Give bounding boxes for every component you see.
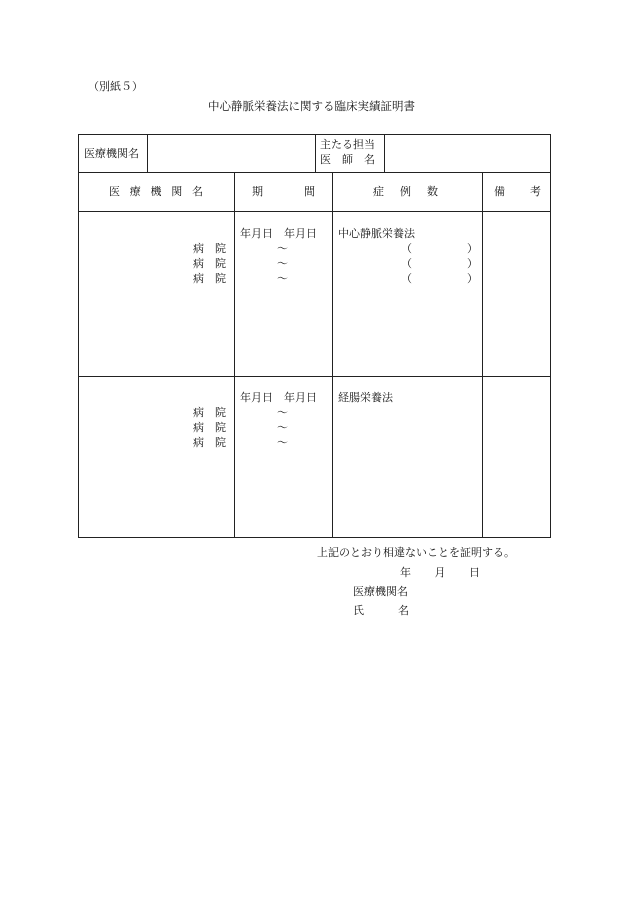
column-header-remarks: 備 考: [494, 185, 541, 198]
hospital-label: 病 院: [193, 421, 226, 434]
hospital-label: 病 院: [193, 436, 226, 449]
hospital-label: 病 院: [193, 257, 226, 270]
period-tilde: 〜: [277, 257, 288, 270]
period-tilde: 〜: [277, 421, 288, 434]
case-count-parens: （ ）: [401, 272, 478, 285]
period-tilde: 〜: [277, 242, 288, 255]
hospital-label: 病 院: [193, 406, 226, 419]
case-count-parens: （ ）: [401, 257, 478, 270]
footer-institution-label: 医療機関名: [353, 585, 408, 598]
column-header-period: 期 間: [252, 185, 315, 198]
period-tilde: 〜: [277, 436, 288, 449]
period-date-header: 年月日 年月日: [240, 391, 317, 404]
period-tilde: 〜: [277, 272, 288, 285]
hospital-label: 病 院: [193, 272, 226, 285]
column-header-cases: 症 例 数: [373, 185, 438, 198]
doctor-label-line2: 医 師 名: [320, 153, 375, 166]
institution-name-label: 医療機関名: [84, 147, 139, 160]
doctor-label-line1: 主たる担当: [320, 138, 375, 151]
certification-statement: 上記のとおり相違ないことを証明する。: [317, 546, 515, 559]
method-label: 経腸栄養法: [338, 391, 393, 404]
document-title: 中心静脈栄養法に関する臨床実績証明書: [208, 99, 415, 113]
hospital-label: 病 院: [193, 242, 226, 255]
period-date-header: 年月日 年月日: [240, 227, 317, 240]
footer-name-label: 氏 名: [353, 604, 409, 617]
column-header-institution: 医 療 機 関 名: [109, 185, 203, 198]
method-label: 中心静脈栄養法: [338, 227, 415, 240]
period-tilde: 〜: [277, 406, 288, 419]
certification-date: 年 月 日: [400, 566, 480, 579]
attachment-label: （別紙５）: [88, 80, 143, 93]
case-count-parens: （ ）: [401, 242, 478, 255]
